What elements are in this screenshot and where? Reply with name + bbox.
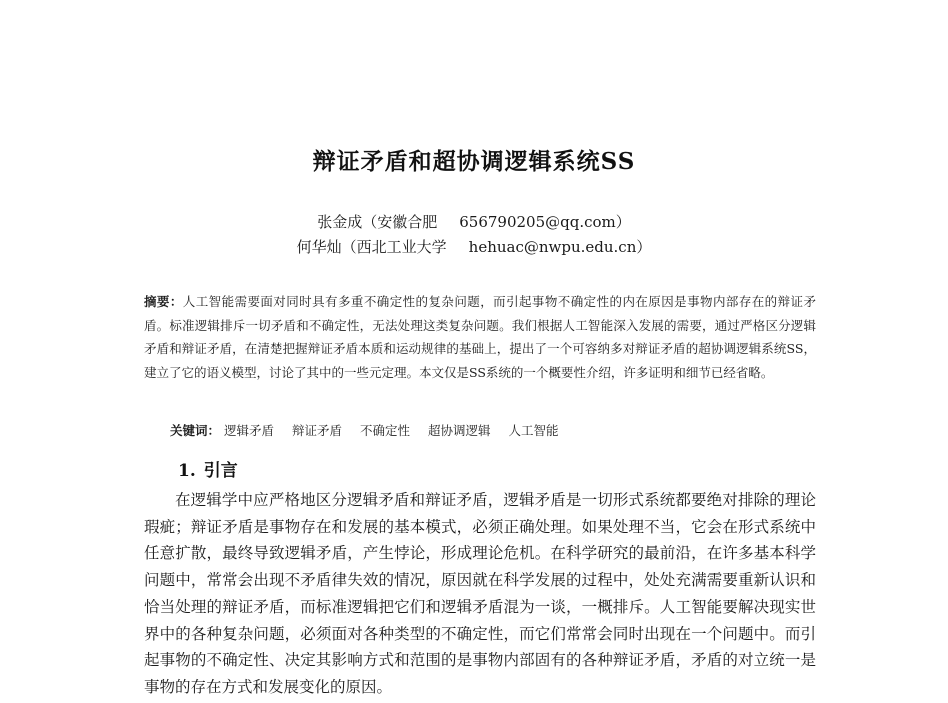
- keywords-label: 关键词：: [170, 423, 221, 438]
- keywords: [170, 420, 810, 442]
- section-heading: [178, 456, 238, 481]
- author-name: 张金成（安徽合肥: [317, 213, 438, 231]
- keyword: 超协调逻辑: [428, 423, 491, 438]
- keyword: 辩证矛盾: [292, 423, 343, 438]
- keyword: 人工智能: [508, 423, 559, 438]
- intro-paragraph: 在逻辑学中应严格地区分逻辑矛盾和辩证矛盾，逻辑矛盾是一切形式系统都要绝对排除的理论瑕疵；辩证矛盾是事物存在和发展的基本模式，必须正确处理。如果处理不当，它会在形式系统中任意扩散，最终导致逻辑矛盾，产生悖论，形成理论危机。在科学研究的最前沿，在许多基本科学问题中，常常会出现不矛盾律失效的情况，原因就在科学发展的过程中，处处充满需要重新认识和恰当处理的辩证矛盾，而标准逻辑把它们和逻辑矛盾混为一谈，一概排斥。人工智能要解决现实世界中的各种复杂问题，必须面对各种类型的不确定性，而它们常常会同时出现在一个问题中。而引起事物的不确定性、决定其影响方式和范围的是事物内部固有的各种辩证矛盾，矛盾的对立统一是事物的存在方式和发展变化的原因。: [144, 491, 816, 696]
- keyword: 逻辑矛盾: [224, 423, 275, 438]
- paper-title: 辩证矛盾和超协调逻辑系统SS: [312, 148, 636, 175]
- section-number: 1.: [178, 461, 196, 481]
- author-line-2: [0, 236, 948, 257]
- abstract: [144, 290, 816, 384]
- author-email: 656790205@qq.com）: [459, 213, 631, 231]
- author-email: hehuac@nwpu.edu.cn）: [468, 238, 652, 256]
- abstract-label: 摘要：: [144, 294, 183, 309]
- section-title: 引言: [203, 461, 238, 481]
- abstract-text: 人工智能需要面对同时具有多重不确定性的复杂问题，而引起事物不确定性的内在原因是事物内部存在的辩证矛盾。标准逻辑排斥一切矛盾和不确定性，无法处理这类复杂问题。我们根据人工智能深入发展的需要，通过严格区分逻辑矛盾和辩证矛盾，在清楚把握辩证矛盾本质和运动规律的基础上，提出了一个可容纳多对辩证矛盾的超协调逻辑系统SS，建立了它的语义模型，讨论了其中的一些元定理。本文仅是SS系统的一个概要性介绍，许多证明和细节已经省略。: [144, 294, 816, 380]
- author-line-1: [0, 211, 948, 232]
- author-name: 何华灿（西北工业大学: [296, 238, 447, 256]
- keyword: 不确定性: [360, 423, 411, 438]
